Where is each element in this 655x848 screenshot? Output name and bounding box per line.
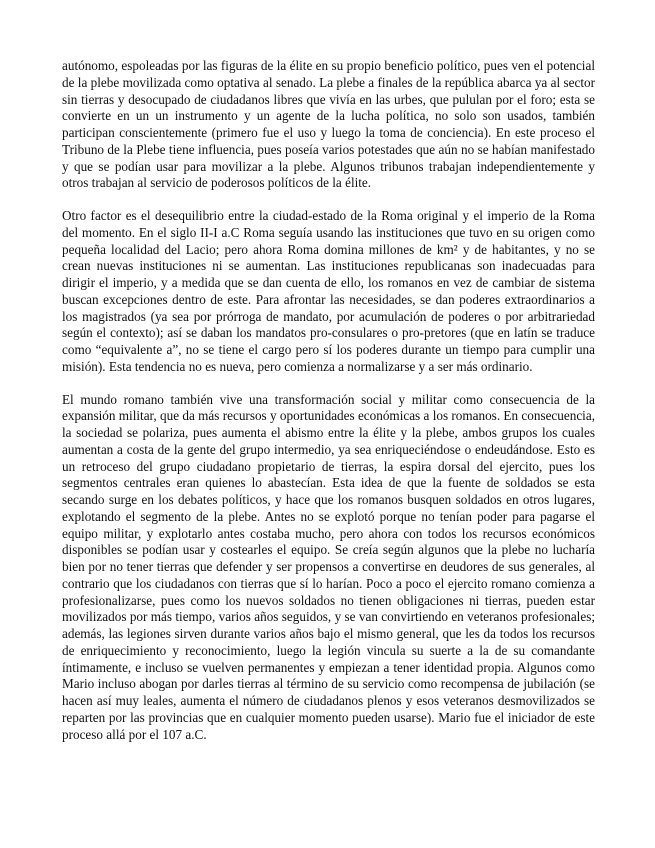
paragraph-plebe-politica: autónomo, espoleadas por las figuras de la élite en su propio beneficio político, pues ven el potencial de la plebe movilizada como optativa al senado. La plebe a finales de la república abarca ya al sector sin tierras y desocupado de ciudadanos libres que vivía en las urbes, que pululan por el foro; esta se convierte en un un instrumento y un agente de la lucha política, no solo son usados, también participan conscientemente (primero fue el uso y luego la toma de conciencia). En este proceso el Tribuno de la Plebe tiene influencia, pues poseía varios potestades que aún no se habían manifestado y que se podían usar para movilizar a la plebe. Algunos tribunos trabajan independientemente y otros trabajan al servicio de poderosos políticos de la élite. [62,58,595,191]
body-text [62,58,595,759]
paragraph-desequilibrio-imperio: Otro factor es el desequilibrio entre la ciudad-estado de la Roma original y el imperio de la Roma del momento. En el siglo II-I a.C Roma seguía usando las instituciones que tuvo en su origen como pequeña localidad del Lacio; pero ahora Roma domina millones de km² y de habitantes, y no se crean nuevas instituciones ni se aumentan. Las instituciones republicanas son inadecuadas para dirigir el imperio, y a medida que se dan cuenta de ello, los romanos en vez de cambiar de sistema buscan excepciones dentro de este. Para afrontar las necesidades, se dan poderes extraordinarios a los magistrados (ya sea por prórroga de mandato, por acumulación de poderes o por arbitrariedad según el contexto); así se daban los mandatos pro-consulares o pro-pretores (que en latín se traduce como “equivalente a”, no se tiene el cargo pero sí los poderes durante un tiempo para cumplir una misión). Esta tendencia no es nueva, pero comienza a normalizarse y a ser más ordinario. [62,208,595,374]
paragraph-transformacion-militar: El mundo romano también vive una transformación social y militar como consecuencia de la expansión militar, que da más recursos y oportunidades económicas a los romanos. En consecuencia, la sociedad se polariza, pues aumenta el abismo entre la élite y la plebe, ambos grupos los cuales aumentan a costa de la gente del grupo intermedio, ya sea enriqueciéndose o endeudándose. Esto es un retroceso del grupo ciudadano propietario de tierras, la espira dorsal del ejercito, pues los segmentos centrales eran quienes lo abastecían. Esta idea de que la fuente de soldados se esta secando surge en los debates políticos, y hace que los romanos busquen soldados en otros lugares, explotando el segmento de la plebe. Antes no se explotó porque no tenían poder para pagarse el equipo militar, y explotarlo antes costaba mucho, pero ahora con todos los recursos económicos disponibles se podían usar y costearles el equipo. Se creía según algunos que la plebe no lucharía bien por no tener tierras que defender y ser propensos a convertirse en deudores de sus generales, al contrario que los ciudadanos con tierras que sí lo harían. Poco a poco el ejercito romano comienza a profesionalizarse, pues como los nuevos soldados no tienen obligaciones ni tierras, pueden estar movilizados por más tiempo, varios años seguidos, y se van convirtiendo en veteranos profesionales; además, las legiones sirven durante varios años bajo el mismo general, que les da todos los recursos de enriquecimiento y reconocimiento, luego la legión vincula su suerte a la de su comandante íntimamente, e incluso se vuelven permanentes y empiezan a tener identidad propia. Algunos como Mario incluso abogan por darles tierras al término de su servicio como recompensa de jubilación (se hacen así muy leales, aumenta el número de ciudadanos plenos y esos veteranos desmovilizados se reparten por las provincias que en cualquier momento pueden usarse). Mario fue el iniciador de este proceso allá por el 107 a.C. [62,391,595,742]
